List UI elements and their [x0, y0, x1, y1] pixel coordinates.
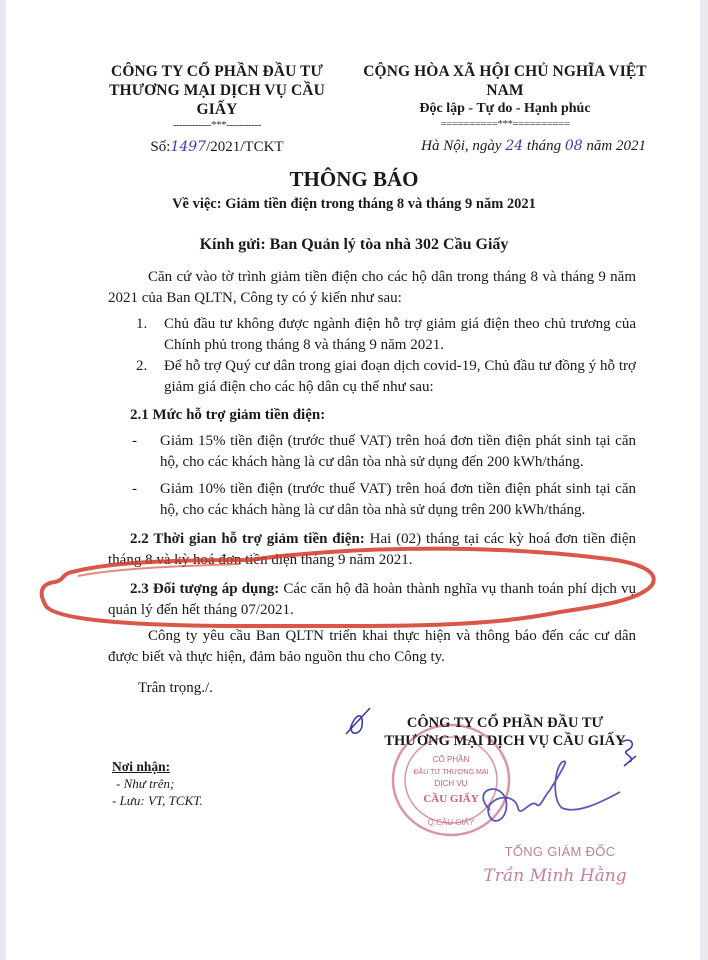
doc-no-suffix: /2021/TCKT	[206, 139, 284, 155]
year-label: năm 2021	[586, 138, 646, 154]
section-2-2-text: Hai (02) tháng tại các kỳ hoá đơn tiền điện tháng 8 và kỳ hoá đơn tiền điện tháng 9 năm 2021.	[108, 531, 636, 568]
receiver-line: - Như trên;	[116, 776, 175, 791]
section-2-3-text: Các căn hộ đã hoàn thành nghĩa vụ thanh toán phí dịch vụ quản lý đến hết tháng 07/2021.	[108, 581, 637, 618]
bullet-mark: -	[132, 481, 137, 497]
national-separator: ==========***==========	[440, 118, 570, 130]
list-item-1	[108, 314, 636, 356]
bullet-item	[108, 431, 636, 473]
receiver-line: - Lưu: VT, TCKT.	[112, 793, 203, 808]
intro-paragraph: Căn cứ vào tờ trình giảm tiền điện cho các hộ dân trong tháng 8 và tháng 9 năm 2021 của Ban QLTN, Công ty có ý kiến như sau:	[108, 269, 636, 306]
place-date	[350, 138, 660, 155]
closing-request: Công ty yêu cầu Ban QLTN triển khai thực hiện và thông báo đến các cư dân được biết và thực hiện, đảm bảo nguồn thu cho Công ty.	[108, 628, 636, 665]
svg-text:CẦU GIẤY: CẦU GIẤY	[423, 793, 479, 805]
section-2-3	[108, 579, 636, 621]
document-recipient: Kính gửi: Ban Quản lý tòa nhà 302 Cầu Giấy	[199, 236, 509, 253]
signer-company-line1: CÔNG TY CỔ PHẦN ĐẦU TƯ	[406, 715, 604, 731]
receivers-block	[112, 758, 203, 809]
svg-text:CỔ PHẦN: CỔ PHẦN	[432, 755, 470, 764]
signer-name: Trần Minh Hằng	[483, 866, 627, 886]
national-header	[350, 62, 660, 155]
issuer-name-line1: CÔNG TY CỔ PHẦN ĐẦU TƯ	[111, 63, 323, 80]
place-prefix: Hà Nội, ngày	[421, 138, 502, 154]
issuer-header	[92, 62, 342, 156]
issuer-name-line2: THƯƠNG MẠI DỊCH VỤ CẦU GIẤY	[109, 82, 325, 118]
list-text: Chủ đầu tư không được ngành điện hỗ trợ giảm giá điện theo chủ trương của Chính phủ trong tháng 8 và tháng 9 năm 2021.	[164, 316, 636, 353]
document-number	[92, 139, 342, 156]
month-handwritten: 08	[564, 138, 583, 154]
svg-text:DỊCH VỤ: DỊCH VỤ	[434, 779, 468, 788]
list-text: Để hỗ trợ Quý cư dân trong giai đoạn dịch covid-19, Chủ đầu tư đồng ý hỗ trợ giảm giá điện cho các hộ dân cụ thể như sau:	[164, 358, 636, 395]
handwritten-signature-icon	[340, 700, 670, 850]
document-subject: Về việc: Giảm tiền điện trong tháng 8 và tháng 9 năm 2021	[172, 196, 536, 212]
month-label: tháng	[526, 138, 562, 154]
section-2-1-heading: 2.1 Mức hỗ trợ giảm tiền điện:	[130, 407, 326, 423]
svg-text:ĐẦU TƯ THƯƠNG MẠI: ĐẦU TƯ THƯƠNG MẠI	[413, 769, 489, 776]
bullet-item	[108, 479, 636, 521]
section-2-2	[108, 529, 636, 571]
section-2-2-heading: 2.2 Thời gian hỗ trợ giảm tiền điện:	[130, 531, 365, 547]
nation-title: CỘNG HÒA XÃ HỘI CHỦ NGHĨA VIỆT NAM	[363, 63, 647, 99]
receivers-heading: Nơi nhận:	[112, 759, 171, 774]
bullet-mark: -	[132, 433, 137, 449]
svg-text:Q.CẦU GIẤY: Q.CẦU GIẤY	[427, 818, 475, 827]
doc-no-handwritten: 1497	[170, 139, 207, 155]
signer-company-line2: THƯƠNG MẠI DỊCH VỤ CẦU GIẤY	[384, 733, 626, 749]
issuer-separator: ------------***-----------	[173, 119, 261, 131]
signer-role: TỔNG GIÁM ĐỐC	[504, 844, 616, 859]
day-handwritten: 24	[505, 138, 524, 154]
bullet-text: Giảm 10% tiền điện (trước thuế VAT) trên hoá đơn tiền điện phát sinh tại căn hộ, cho các khách hàng là cư dân tòa nhà sử dụng trên 200 kWh/tháng.	[160, 481, 636, 518]
national-motto: Độc lập - Tự do - Hạnh phúc	[419, 101, 591, 116]
bullet-text: Giảm 15% tiền điện (trước thuế VAT) trên hoá đơn tiền điện phát sinh tại căn hộ, cho các khách hàng là cư dân tòa nhà sử dụng đến 200 kWh/tháng.	[160, 433, 636, 470]
list-number: 1.	[136, 316, 148, 332]
list-number: 2.	[136, 358, 148, 374]
section-2-3-heading: 2.3 Đối tượng áp dụng:	[130, 581, 280, 597]
list-item-2	[108, 356, 636, 398]
doc-no-prefix: Số:	[150, 139, 171, 155]
document-title: THÔNG BÁO	[289, 167, 419, 191]
document-body	[108, 267, 636, 699]
regards: Trân trọng./.	[138, 680, 213, 696]
